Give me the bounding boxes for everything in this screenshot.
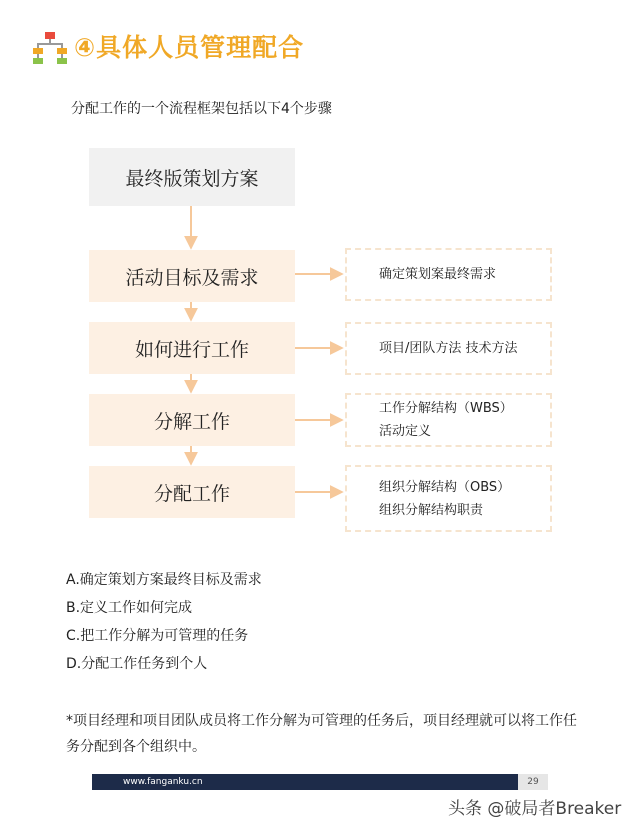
flow-note-2 — [345, 322, 552, 375]
page-title: ④具体人员管理配合 — [74, 33, 305, 62]
list-item: C.把工作分解为可管理的任务 — [66, 628, 249, 644]
list-item: B.定义工作如何完成 — [66, 600, 193, 616]
footer-url[interactable]: www.fanganku.cn — [123, 777, 203, 787]
note-line: 组织分解结构职责 — [379, 502, 484, 518]
footnote: *项目经理和项目团队成员将工作分解为可管理的任务后，项目经理就可以将工作任务分配到各个组织中。 — [66, 713, 577, 755]
note-line: 项目/团队方法 技术方法 — [379, 341, 518, 356]
page-number: 29 — [518, 774, 548, 790]
flow-start-box: 最终版策划方案 — [89, 148, 295, 206]
flow-note-3 — [345, 393, 552, 447]
watermark: 头条 @破局者Breaker — [448, 799, 622, 819]
note-line: 工作分解结构（WBS） — [379, 401, 513, 416]
note-line: 确定策划案最终需求 — [379, 267, 497, 282]
note-line: 活动定义 — [379, 424, 432, 439]
flow-step-3: 分解工作 — [89, 394, 295, 446]
org-chart-icon — [32, 30, 68, 66]
flow-step-4: 分配工作 — [89, 466, 295, 518]
list-item: A.确定策划方案最终目标及需求 — [66, 572, 262, 588]
note-line: 组织分解结构（OBS） — [379, 479, 511, 495]
flow-note-4 — [345, 465, 552, 532]
flow-step-2: 如何进行工作 — [89, 322, 295, 374]
step-list — [66, 570, 262, 682]
flow-step-1: 活动目标及需求 — [89, 250, 295, 302]
intro-text: 分配工作的一个流程框架包括以下4个步骤 — [71, 101, 332, 117]
list-item: D.分配工作任务到个人 — [66, 656, 208, 672]
flow-note-1 — [345, 248, 552, 301]
